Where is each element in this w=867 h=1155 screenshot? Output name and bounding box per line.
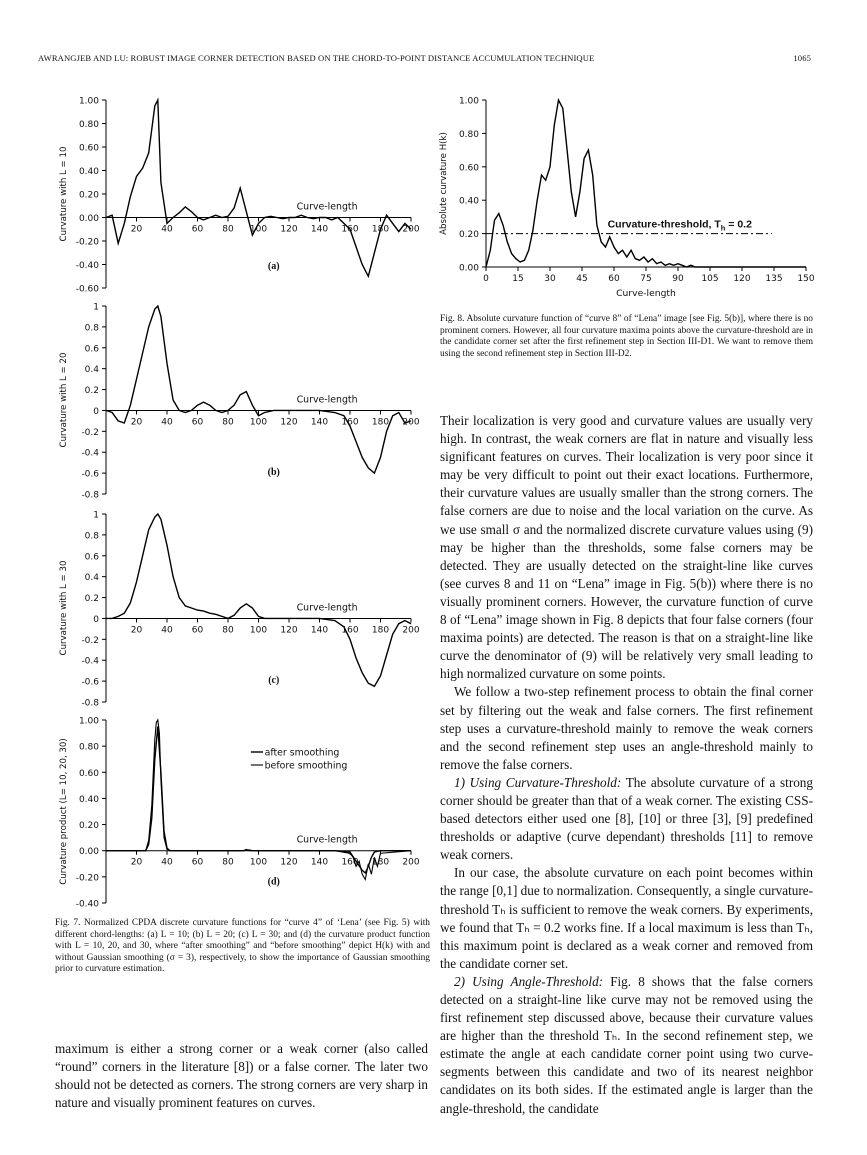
y-tick-label: -0.8: [81, 490, 99, 501]
x-tick-label: 100: [249, 224, 268, 235]
threshold-label: Curvature-threshold, $T_h = 0.2$: [607, 218, 752, 233]
y-tick-label: 1: [93, 510, 99, 521]
fig7b-chart: [55, 298, 435, 503]
x-tick-label: 120: [280, 224, 298, 235]
y-tick-label: 0.00: [458, 263, 479, 274]
x-tick-label: 120: [280, 625, 298, 636]
y-tick-label: 0.4: [84, 365, 99, 376]
x-tick-label: 20: [130, 417, 143, 428]
fig8-chart: [438, 92, 818, 307]
legend-label: after smoothing: [264, 747, 340, 759]
subsection-heading-angle-threshold: 2) Using Angle-Threshold:: [454, 973, 604, 989]
y-tick-label: 0: [93, 406, 99, 417]
y-tick-label: 0.80: [78, 120, 99, 130]
x-tick-label: 20: [130, 224, 143, 235]
y-tick-label: -0.40: [75, 899, 99, 910]
threshold-label-value: = 0.2: [725, 218, 752, 231]
y-tick-label: 0.60: [78, 143, 99, 154]
left-paragraph: maximum is either a strong corner or a weak corner (also called “round” corners in the literature [8]) or a false corner. The later two should not be detected as corners. The strong corners are very sharp in nature and visually prominent features on curves.: [55, 1041, 428, 1111]
x-tick-label: 140: [310, 857, 329, 868]
x-tick-label: 60: [608, 274, 620, 284]
fig8-caption: [440, 314, 813, 360]
x-tick-label: 60: [191, 224, 204, 235]
right-paragraph-3: [440, 774, 813, 864]
x-tick-label: 20: [130, 857, 143, 868]
x-tick-label: 40: [161, 857, 173, 868]
y-axis-label: Curvature with L = 30: [59, 560, 69, 656]
x-tick-label: 105: [701, 274, 719, 284]
left-column-text: [55, 1040, 428, 1112]
x-tick-label: 100: [249, 417, 268, 428]
y-tick-label: 1.00: [458, 96, 479, 107]
series-line: [106, 100, 411, 276]
x-tick-label: 120: [280, 857, 298, 868]
x-tick-label: 120: [733, 274, 751, 284]
y-tick-label: 0.4: [84, 573, 99, 584]
x-tick-label: 160: [341, 857, 359, 868]
x-tick-label: 140: [310, 417, 329, 428]
y-axis-label: Absolute curvature H(k): [439, 132, 449, 235]
x-tick-label: 100: [249, 625, 268, 636]
x-axis-label: Curve-length: [296, 834, 358, 846]
y-tick-label: 0.80: [78, 742, 99, 753]
x-tick-label: 120: [280, 417, 298, 428]
fig7d-chart: [55, 712, 435, 912]
x-tick-label: 180: [371, 417, 390, 428]
y-tick-label: 0.2: [84, 386, 99, 397]
y-tick-label: 0.40: [78, 794, 99, 805]
x-tick-label: 135: [765, 274, 783, 284]
x-axis-label: Curve-length: [296, 602, 358, 614]
running-header: [38, 53, 811, 63]
x-tick-label: 180: [371, 625, 390, 636]
y-tick-label: 1.00: [78, 96, 99, 107]
x-tick-label: 60: [191, 625, 204, 636]
y-tick-label: -0.4: [81, 656, 99, 667]
panel-label: (b): [267, 467, 280, 479]
y-tick-label: -0.2: [81, 427, 99, 438]
y-tick-label: 0.20: [78, 821, 99, 832]
fig7a-chart: [55, 92, 435, 297]
x-tick-label: 20: [130, 625, 143, 636]
panel-label: (a): [267, 261, 280, 273]
y-tick-label: -0.20: [75, 237, 99, 248]
threshold-label-subscript: h: [720, 223, 726, 233]
y-tick-label: 0.8: [84, 531, 99, 542]
y-tick-label: 0.20: [458, 230, 479, 241]
x-tick-label: 45: [576, 274, 588, 284]
series-line: [106, 720, 411, 880]
right-column-text: [440, 412, 813, 1118]
x-tick-label: 200: [402, 417, 420, 428]
x-tick-label: 90: [672, 274, 684, 284]
y-tick-label: 0.40: [458, 196, 479, 207]
x-tick-label: 150: [797, 274, 815, 284]
y-tick-label: 0.80: [458, 129, 479, 140]
y-tick-label: 0.6: [84, 344, 99, 355]
page-number: 1065: [793, 53, 811, 63]
x-tick-label: 40: [161, 417, 173, 428]
y-tick-label: -0.2: [81, 635, 99, 646]
x-tick-label: 15: [512, 274, 524, 284]
x-tick-label: 200: [402, 625, 420, 636]
y-tick-label: -0.6: [81, 469, 99, 480]
x-tick-label: 180: [371, 224, 390, 235]
y-tick-label: 0.8: [84, 323, 99, 334]
x-tick-label: 0: [483, 274, 489, 284]
x-tick-label: 160: [341, 224, 359, 235]
x-tick-label: 200: [402, 224, 420, 235]
x-tick-label: 200: [402, 857, 420, 868]
y-tick-label: 0.00: [78, 847, 99, 858]
y-tick-label: -0.8: [81, 698, 99, 709]
y-axis-label: Curvature product (L= 10, 20, 30): [59, 738, 69, 885]
y-tick-label: 0.00: [78, 214, 99, 224]
right-paragraph-5: [440, 973, 813, 1118]
x-axis-label: Curve-length: [296, 201, 358, 213]
x-tick-label: 30: [544, 274, 556, 284]
legend-label: before smoothing: [264, 760, 348, 772]
x-tick-label: 75: [640, 274, 652, 284]
y-tick-label: 0.2: [84, 594, 99, 605]
y-tick-label: -0.20: [75, 873, 99, 884]
y-tick-label: 0.20: [78, 190, 99, 201]
y-tick-label: -0.60: [75, 284, 99, 295]
x-tick-label: 100: [249, 857, 268, 868]
panel-label: (c): [268, 675, 280, 687]
y-tick-label: -0.6: [81, 677, 99, 688]
series-line: [486, 100, 806, 267]
y-tick-label: 0.6: [84, 552, 99, 563]
series-line: [106, 514, 411, 686]
x-tick-label: 80: [222, 224, 234, 235]
y-axis-label: Curvature with L = 20: [59, 352, 69, 448]
y-tick-label: 1.00: [78, 716, 99, 727]
right-paragraph-2: We follow a two-step refinement process to obtain the final corner set by filtering out the weak and false corners. The first refinement step uses a curvature-threshold mainly to remove the weak corners and the second refinement step uses an angle-threshold mainly to remove the false corners.: [440, 684, 813, 772]
right-paragraph-5-text: Fig. 8 shows that the false corners detected on a straight-line like curve may not be removed using the first refinement step discussed above, because their curvature values are higher than the threshold Tₕ. In the second refinement step, we estimate the angle at each candidate corner point using two curve-segments between this candidate and two of its nearest neighbor candidates on its both sides. If the estimated angle is larger than the angle-threshold, the candidate: [440, 973, 813, 1116]
x-tick-label: 40: [161, 224, 173, 235]
y-tick-label: -0.40: [75, 261, 99, 271]
y-tick-label: 0.60: [78, 768, 99, 779]
fig7-caption-text: Fig. 7. Normalized CPDA discrete curvature functions for “curve 4” of ‘Lena’ (see Fig. 5) with different chord-lengths: (a) L = 10; (b) L = 20; (c) L = 30; and (d) the curvature product function with L = 10, 20, and 30, where “after smoothing” and “before smoothing” depict H(k) with and without Gaussian smoothing (σ = 3), respectively, to show the importance of Gaussian smoothing prior to curvature estimation.: [55, 918, 430, 975]
series-line: [106, 306, 411, 473]
y-tick-label: 0.40: [78, 167, 99, 177]
fig8-caption-text: Fig. 8. Absolute curvature function of “curve 8” of “Lena” image [see Fig. 5(b)], where there is no prominent corners. However, all four curvature maxima points above the curvature-threshold are in the candidate corner set after the first refinement step in Section III-D1. We want to remove them using the second refinement step in Section III-D2.: [440, 314, 813, 359]
x-tick-label: 160: [341, 417, 359, 428]
fig7c-chart: [55, 506, 435, 711]
running-title: AWRANGJEB AND LU: ROBUST IMAGE CORNER DETECTION BASED ON THE CHORD-TO-POINT DISTANCE ACCUMULATION TECHNIQUE: [38, 53, 595, 63]
y-tick-label: 0.60: [458, 163, 479, 174]
x-tick-label: 80: [222, 417, 234, 428]
x-tick-label: 60: [191, 417, 204, 428]
y-tick-label: -0.4: [81, 448, 99, 459]
x-axis-label: Curve-length: [616, 288, 676, 299]
right-paragraph-3-text: The absolute curvature of a strong corner should be greater than that of a weak corner. The existing CSS-based detectors either used one [8], [10] or three [3], [9] predefined thresholds or adaptive (curve dependant) thresholds [11] to remove weak corners.: [440, 774, 813, 863]
y-axis-label: Curvature with L = 10: [59, 146, 69, 242]
x-tick-label: 140: [310, 625, 329, 636]
x-tick-label: 80: [222, 857, 234, 868]
x-tick-label: 40: [161, 625, 173, 636]
y-tick-label: 1: [93, 302, 99, 313]
x-tick-label: 80: [222, 625, 234, 636]
right-paragraph-1: Their localization is very good and curvature values are usually very high. In contrast, the weak corners are flat in nature and visually less significant features on curves. Their localization is very poor since it may be very difficult to point out their exact locations. Furthermore, their curvature values are usually smaller than the strong corners. The false corners are due to noise and the local variation on the curve. As we use small σ and the normalized discrete curvature values using (9) may be higher than the thresholds, some false corners may be detected. They are usually detected on the straight-line like curves (see curves 8 and 11 on “Lena” image in Fig. 5(b)) where there is no visually prominent corners. However, the curvature function of curve 8 of “Lena” image shown in Fig. 8 depicts that four false corners (four maxima points) are detected. The reason is that on a straight-line like curve the denominator of (9) will be relatively very small leading to high normalized curvature on some points.: [440, 413, 813, 682]
x-axis-label: Curve-length: [296, 394, 358, 406]
y-tick-label: 0: [93, 614, 99, 625]
panel-label: (d): [267, 876, 280, 888]
x-tick-label: 180: [371, 857, 390, 868]
x-tick-label: 160: [341, 625, 359, 636]
right-paragraph-4: In our case, the absolute curvature on each point becomes within the range [0,1] due to normalization. Consequently, a single curvature-threshold Tₕ is sufficient to remove the weak corners. By experiments, we found that Tₕ = 0.2 works fine. If a local maximum is less than Tₕ, this maximum point is declared as a weak corner and removed from the candidate corner set.: [440, 865, 813, 971]
subsection-heading-curvature-threshold: 1) Using Curvature-Threshold:: [454, 774, 622, 790]
x-tick-label: 140: [310, 224, 329, 235]
fig7-caption: [55, 918, 430, 976]
x-tick-label: 60: [191, 857, 204, 868]
